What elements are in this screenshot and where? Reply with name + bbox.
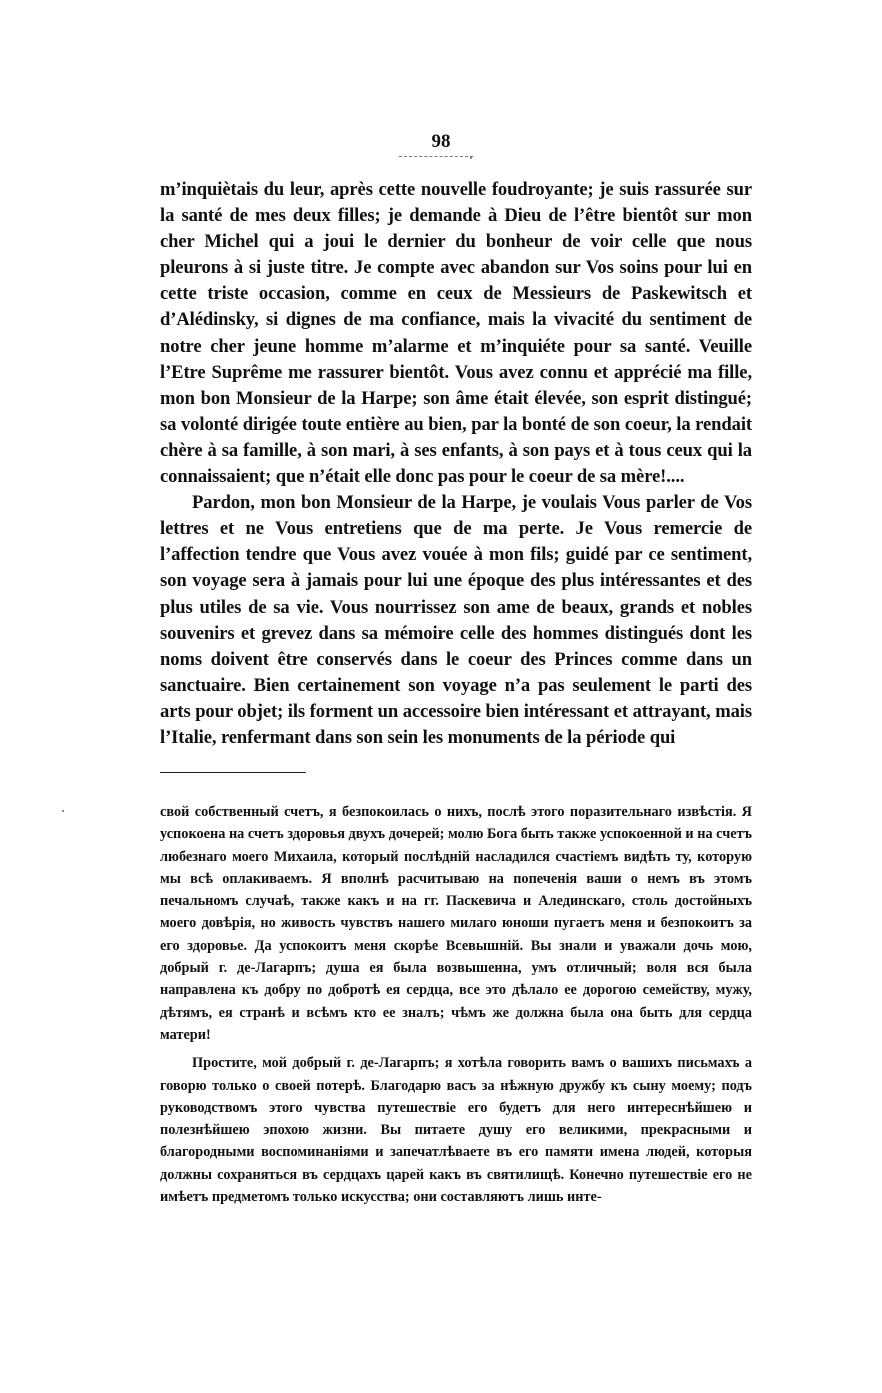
margin-speck	[470, 157, 472, 159]
page-number-rule	[399, 156, 473, 157]
french-paragraph-2: Pardon, mon bon Monsieur de la Harpe, je voulais Vous parler de Vos lettres et ne Vous entretiens que de ma perte. Je Vous remercie de l’affection tendre que Vous avez vouée à mon fils; guidé par ce sentiment, son voyage sera à jamais pour lui une époque des plus intéressantes et des plus utiles de sa vie. Vous nourrissez son ame de beaux, grands et nobles souvenirs et grevez dans sa mémoire celle des hommes distingués dont les noms doivent être conservés dans le coeur des Princes comme dans un sanctuaire. Bien certainement son voyage n’a pas seulement le parti des arts pour objet; ils forment un accessoire bien intéressant et attrayant, mais l’Italie, renfermant dans son sein les monuments de la période qui	[160, 492, 752, 748]
margin-speck	[62, 810, 64, 812]
french-paragraph-1: m’inquiètais du leur, après cette nouvelle foudroyante; je suis rassurée sur la santé de mes deux filles; je demande à Dieu de l’être bientôt sur mon cher Michel qui a joui le dernier du bonheur de voir celle que nous pleurons à si juste titre. Je compte avec abandon sur Vos soins pour lui en cette triste occasion, comme en ceux de Messieurs de Paskewitsch et d’Alédinsky, si dignes de ma confiance, mais la vivacité du sentiment de notre cher jeune homme m’alarme et m’inquiéte pour sa santé. Veuille l’Etre Suprême me rassurer bientôt. Vous avez connu et apprécié ma fille, mon bon Monsieur de la Harpe; son âme était élevée, son esprit distingué; sa volonté dirigée toute entière au bien, par la bonté de son coeur, la rendait chère à sa famille, à son mari, à ses enfants, à son pays et à tous ceux qui la connaissaient; que n’était elle donc pas pour le coeur de sa mère!....	[160, 179, 752, 488]
footnote-separator	[160, 772, 306, 773]
french-text-block	[160, 177, 752, 751]
russian-paragraph-1: свой собственный счетъ, я безпокоилась о нихъ, послѣ этого поразительнаго извѣстія. Я успокоена на счетъ здоровья двухъ дочерей; молю Бога быть также успокоенной и на счетъ любезнаго моего Михаила, который послѣдній насладился счастіемъ видѣть ту, которую мы всѣ оплакиваемъ. Я вполнѣ расчитываю на попеченія ваши о немъ въ этомъ печальномъ случаѣ, также какъ и на гг. Паскевича и Алединскаго, столь достойныхъ моего довѣрія, но живость чувствъ нашего милаго юноши пугаетъ меня и безпокоитъ за его здоровье. Да успокоитъ меня скорѣе Всевышній. Вы знали и уважали дочь мою, добрый г. де-Лагарпъ; душа ея была возвышенна, умъ отличный; воля вся была направлена къ добру по добротѣ ея сердца, все это дѣлало ее дорогою семейству, мужу, дѣтямъ, ея странѣ и всѣмъ кто ее зналъ; чѣмъ же должна была она быть для сердца матери!	[160, 804, 752, 1043]
russian-translation-block	[160, 801, 752, 1208]
russian-paragraph-2: Простите, мой добрый г. де-Лагарпъ; я хотѣла говорить вамъ о вашихъ письмахъ а говорю только о своей потерѣ. Благодарю васъ за нѣжную дружбу къ сыну моему; подъ руководствомъ этого чувства путешествіе его будетъ для него интереснѣйшею и полезнѣйшею эпохою жизни. Вы питаете душу его великими, прекрасными и благородными воспоминаніями и запечатлѣваете въ его памяти имена людей, которыя должны сохраняться въ сердцахъ царей какъ въ святилищѣ. Конечно путешествіе его не имѣетъ предметомъ только искусства; они составляютъ лишь инте-	[160, 1055, 752, 1206]
page-number: 98	[431, 131, 451, 152]
